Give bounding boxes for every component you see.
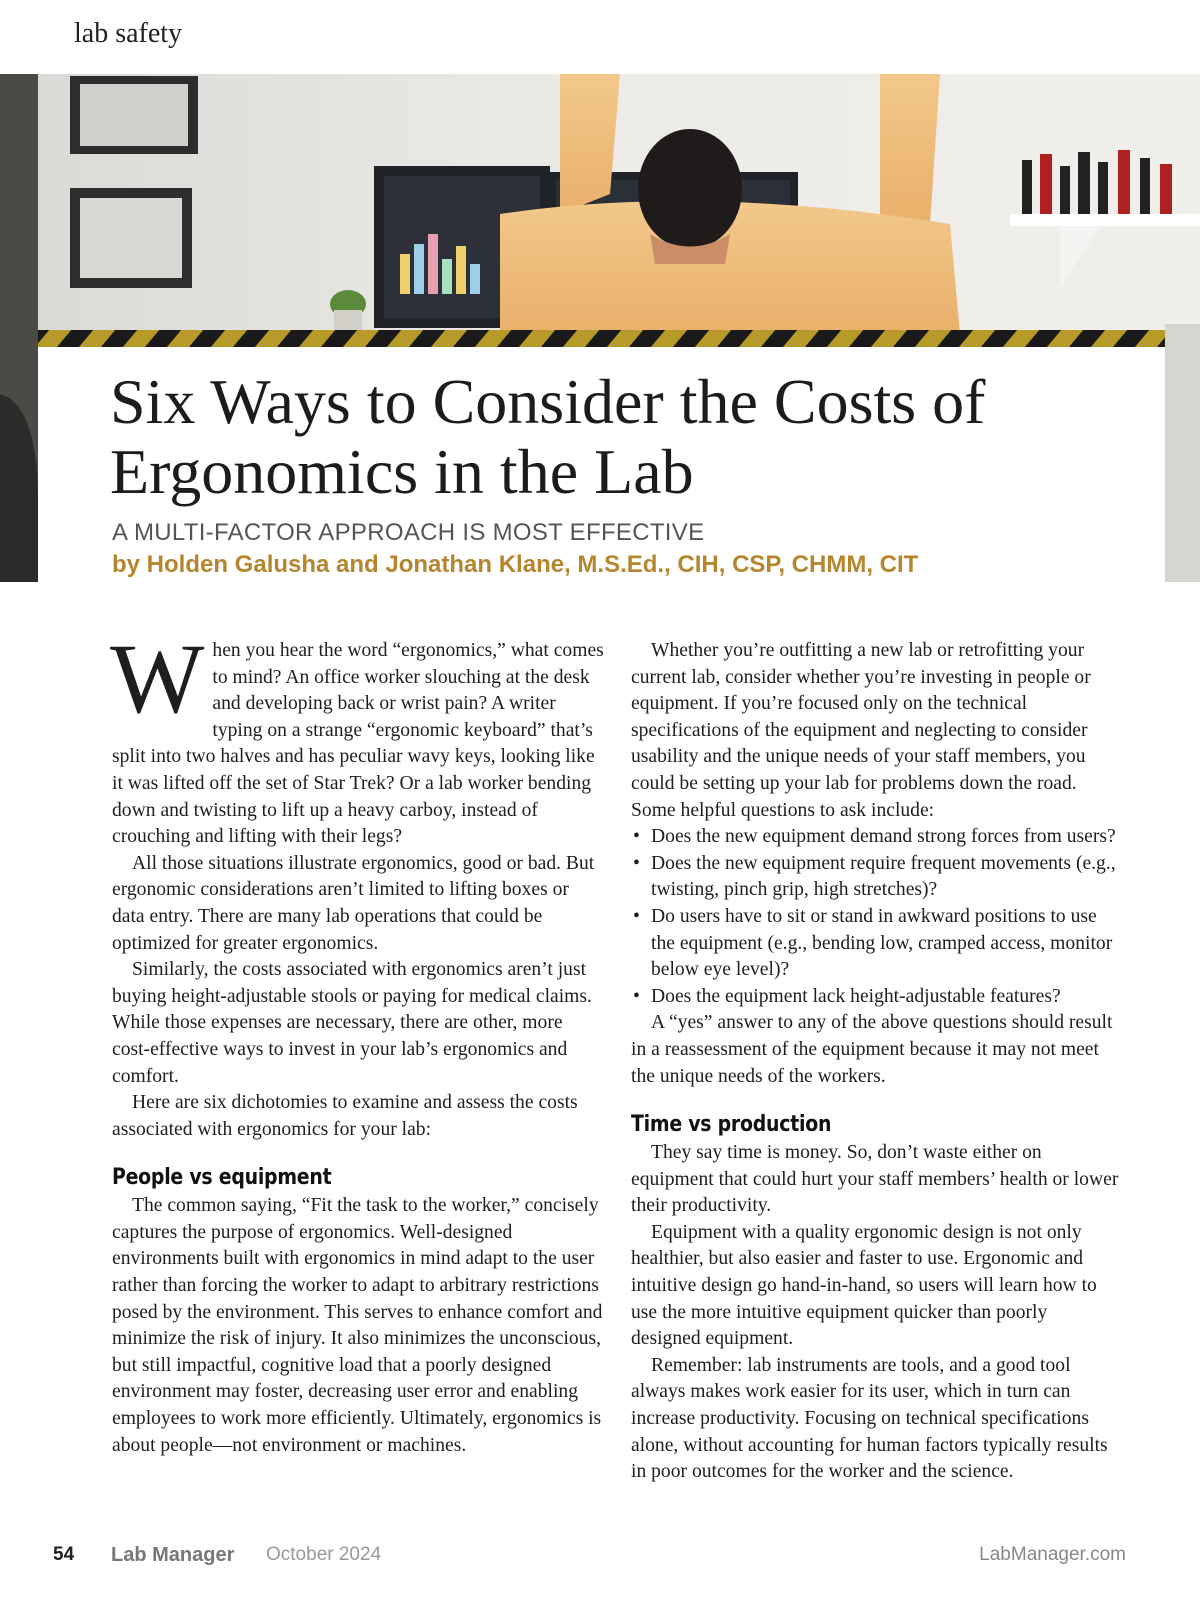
paragraph: The common saying, “Fit the task to the worker,” concisely captures the purpose of ergonomics. Well-designed environments built with ergonomics in mind adapt to the user rather than forcing the worker to adapt to arbitrary restrictions posed by the environment. This serves to enhance comfort and minimize the risk of injury. It also minimizes the unconscious, but still impactful, cognitive load that a poorly designed environment may foster, decreasing user error and enabling employees to work more efficiently. Ultimately, ergonomics is about people—not environment or machines. (112, 1195, 603, 1456)
paragraph (110, 623, 604, 851)
section-heading-people-vs-equipment: People vs equipment (112, 1165, 332, 1191)
plant (330, 290, 366, 334)
paragraph: They say time is money. So, don’t waste either on equipment that could hurt your staff members’ health or lower their productivity. (631, 1142, 1119, 1217)
paragraph-text: hen you hear the word “ergonomics,” what comes to mind? An office worker slouching at the desk and developing back or wrist pain? A writer typing on a strange “ergonomic keyboard” that’s split into two halves and has peculiar wavy keys, looking like it was lifted off the set of Star Trek? Or a lab worker bending down and twisting to lift up a heavy carboy, instead of crouching and lifting with their legs? (112, 640, 604, 848)
paragraph: Similarly, the costs associated with ergonomics aren’t just buying height-adjustable stools or paying for medical claims. While those expenses are necessary, there are other, more cost-effective ways to invest in your lab’s ergonomics and comfort. (112, 959, 592, 1087)
paragraph: A “yes” answer to any of the above questions should result in a reassessment of the equipment because it may not meet the unique needs of the workers. (631, 1012, 1113, 1087)
page-footer (0, 1544, 1200, 1574)
paragraph: Remember: lab instruments are tools, and a good tool always makes work easier for its user, which in turn can increase productivity. Focusing on technical specifications alone, without accounting for human factors typically results in poor outcomes for the worker and the science. (631, 1354, 1108, 1483)
paragraph: Whether you’re outfitting a new lab or retrofitting your current lab, consider whether you’re investing in people or equipment. If you’re focused only on the technical specifications of the equipment and neglecting to consider usability and the unique needs of your staff members, you could be setting up your lab for problems down the road. Some helpful questions to ask include: (631, 640, 1091, 821)
issue-date: October 2024 (266, 1544, 382, 1565)
section-heading-time-vs-production: Time vs production (631, 1112, 832, 1138)
page-number: 54 (53, 1544, 75, 1565)
website-link[interactable]: LabManager.com (979, 1544, 1126, 1565)
list-item: • Does the new equipment require frequent movements (e.g., twisting, pinch grip, high stretches)? (631, 851, 1121, 904)
list-item: • Does the equipment lack height-adjustable features? (631, 984, 1121, 1011)
article-title: Six Ways to Consider the Costs of Ergonomics in the Lab (110, 366, 986, 507)
article-byline: by Holden Galusha and Jonathan Klane, M.S.Ed., CIH, CSP, CHMM, CIT (112, 551, 919, 578)
question-list (631, 824, 1121, 1010)
list-item: • Do users have to sit or stand in awkward positions to use the equipment (e.g., bending low, cramped access, monitor below eye level)? (631, 904, 1121, 984)
paragraph: Equipment with a quality ergonomic design is not only healthier, but also easier and faster to use. Ergonomic and intuitive design go hand-in-hand, so users will learn how to use the more intuitive equipment quicker than poorly designed equipment. (631, 1221, 1097, 1350)
magazine-name: Lab Manager (111, 1544, 235, 1566)
title-card (38, 347, 1165, 583)
hazard-stripe (38, 330, 1165, 347)
paragraph: All those situations illustrate ergonomics, good or bad. But ergonomic considerations aren’t limited to lifting boxes or data entry. There are many lab operations that could be optimized for greater ergonomics. (112, 852, 595, 954)
drop-cap: W (110, 623, 205, 734)
paragraph: Here are six dichotomies to examine and assess the costs associated with ergonomics for your lab: (112, 1092, 578, 1140)
section-label: lab safety (74, 18, 183, 49)
column-left (110, 623, 604, 1459)
list-item: • Does the new equipment demand strong forces from users? (631, 824, 1121, 851)
column-right (631, 638, 1121, 1486)
article-subtitle: A MULTI-FACTOR APPROACH IS MOST EFFECTIVE (112, 519, 705, 546)
